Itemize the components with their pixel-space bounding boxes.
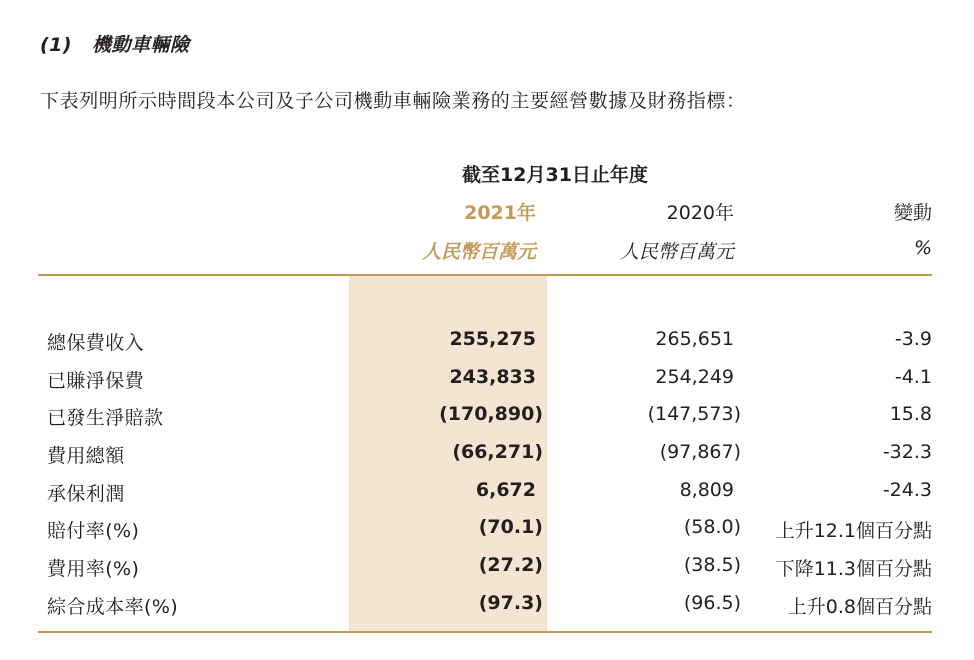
value-change: 上升12.1個百分點 bbox=[775, 520, 932, 543]
row-label: 綜合成本率(%) bbox=[47, 595, 179, 618]
value-2021: (70.1) bbox=[478, 516, 543, 539]
section-heading bbox=[40, 30, 190, 57]
table-bottom-rule bbox=[38, 631, 932, 633]
column-header-2020-year: 2020年 bbox=[666, 202, 734, 224]
row-label: 已賺淨保費 bbox=[47, 369, 145, 392]
table-row bbox=[0, 510, 974, 548]
value-2020: (147,573) bbox=[647, 403, 741, 426]
column-header-2021-unit: 人民幣百萬元 bbox=[421, 241, 536, 263]
value-change: -3.9 bbox=[894, 328, 932, 350]
value-2021: (170,890) bbox=[439, 403, 543, 426]
value-change: 上升0.8個百分點 bbox=[787, 595, 932, 618]
column-header-change: 變動 bbox=[893, 202, 932, 224]
table-row bbox=[0, 548, 974, 586]
table-row bbox=[0, 322, 974, 360]
value-change: 下降11.3個百分點 bbox=[775, 558, 932, 581]
value-2020: 265,651 bbox=[655, 328, 734, 350]
table-row bbox=[0, 360, 974, 398]
value-2020: (96.5) bbox=[683, 591, 741, 614]
row-label: 費用率(%) bbox=[47, 558, 140, 581]
value-change: 15.8 bbox=[889, 403, 932, 426]
table-row bbox=[0, 397, 974, 435]
value-change: -32.3 bbox=[882, 441, 932, 464]
value-2021: 255,275 bbox=[449, 328, 536, 350]
table-top-rule bbox=[38, 274, 932, 276]
row-label: 賠付率(%) bbox=[47, 520, 140, 543]
row-label: 總保費收入 bbox=[47, 332, 145, 354]
column-header-2021-year: 2021年 bbox=[464, 202, 536, 224]
row-label: 費用總額 bbox=[47, 445, 125, 468]
column-header-2020-unit: 人民幣百萬元 bbox=[619, 241, 734, 263]
value-2021: (97.3) bbox=[478, 591, 543, 614]
row-label: 已發生淨賠款 bbox=[47, 407, 164, 430]
section-title: 機動車輛險 bbox=[92, 34, 190, 56]
value-2020: 8,809 bbox=[679, 478, 734, 501]
value-change: -4.1 bbox=[894, 365, 932, 388]
value-2020: (97,867) bbox=[659, 441, 741, 464]
row-label: 承保利潤 bbox=[47, 482, 125, 505]
intro-paragraph: 下表列明所示時間段本公司及子公司機動車輛險業務的主要經營數據及財務指標： bbox=[40, 90, 746, 112]
table-row bbox=[0, 586, 974, 624]
value-2021: 6,672 bbox=[475, 478, 536, 501]
value-2020: (38.5) bbox=[683, 554, 741, 577]
value-2021: (66,271) bbox=[452, 441, 543, 464]
value-2020: (58.0) bbox=[683, 516, 741, 539]
value-2020: 254,249 bbox=[655, 365, 734, 388]
column-header-change-unit: % bbox=[913, 237, 932, 259]
table-body bbox=[0, 322, 974, 624]
section-number: (1) bbox=[40, 34, 73, 56]
value-change: -24.3 bbox=[882, 478, 932, 501]
value-2021: 243,833 bbox=[449, 365, 536, 388]
table-row bbox=[0, 435, 974, 473]
table-row bbox=[0, 473, 974, 511]
value-2021: (27.2) bbox=[478, 554, 543, 577]
period-header: 截至12月31日止年度 bbox=[462, 164, 648, 186]
